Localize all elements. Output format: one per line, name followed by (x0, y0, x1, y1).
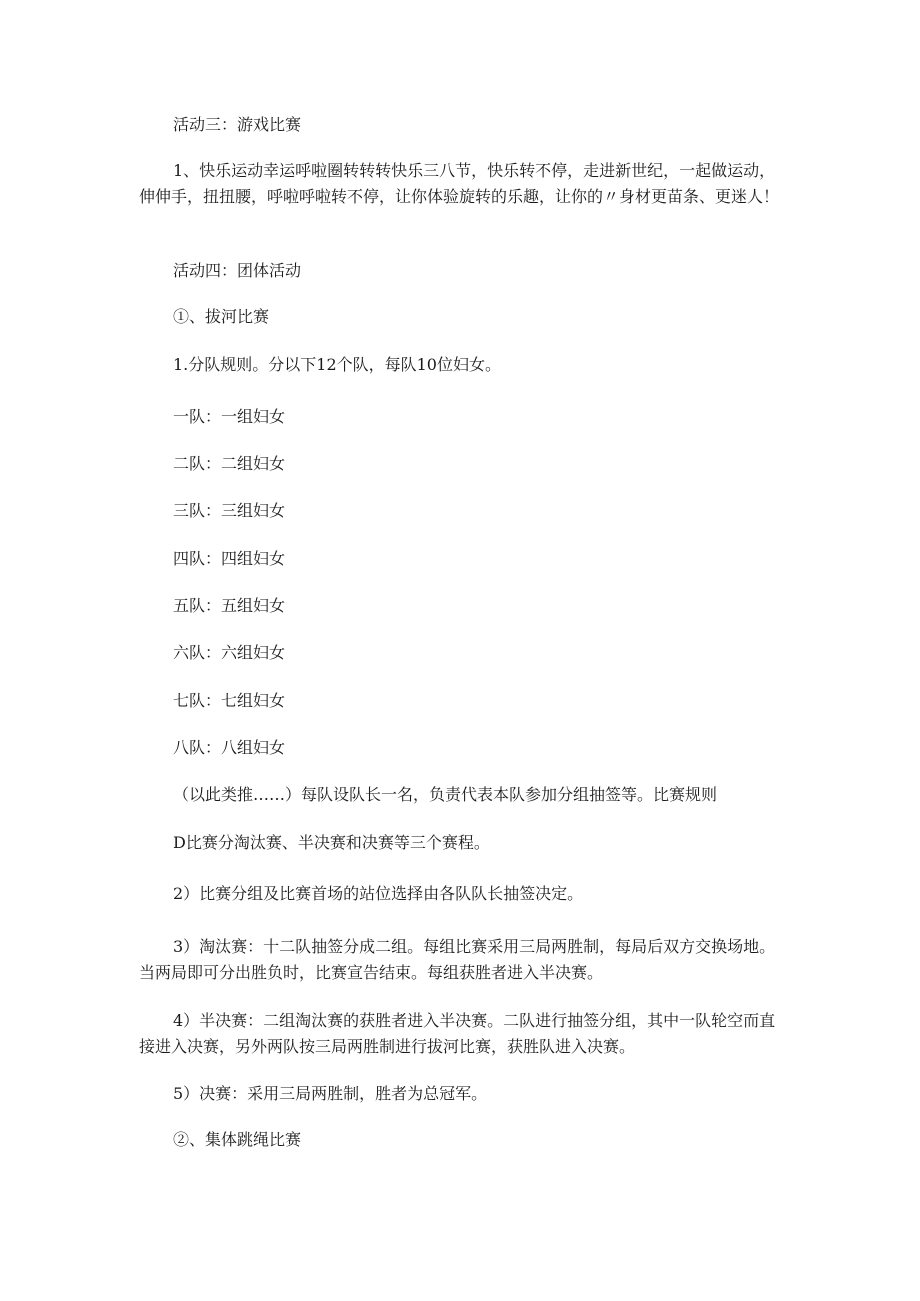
paragraph-rule-2: 2）比赛分组及比赛首场的站位选择由各队队长抽签决定。 (173, 884, 584, 903)
paragraph-hula-hoop: 1、快乐运动幸运呼啦圈转转转快乐三八节，快乐转不停，走进新世纪，一起做运动，伸伸手，扭扭腰，呼啦呼啦转不停，让你体验旋转的乐趣，让你的〃身材更苗条、更迷人！ (139, 161, 780, 206)
paragraph-rule-4: 4）半决赛：二组淘汰赛的获胜者进入半决赛。二队进行抽签分组，其中一队轮空而直接进入决赛，另外两队按三局两胜制进行拔河比赛，获胜队进入决赛。 (139, 1011, 776, 1056)
list-item-team-8: 八队：八组妇女 (173, 738, 286, 757)
list-item-team-7: 七队：七组妇女 (173, 691, 286, 710)
list-item-team-3: 三队：三组妇女 (173, 501, 286, 520)
subheading-jump-rope: ②、集体跳绳比赛 (173, 1130, 302, 1149)
list-item-team-1: 一队：一组妇女 (173, 407, 286, 426)
list-item-team-5: 五队：五组妇女 (173, 596, 286, 615)
heading-activity-four: 活动四：团体活动 (173, 261, 302, 280)
list-item-team-6: 六队：六组妇女 (173, 643, 286, 662)
paragraph-rule-1: D比赛分淘汰赛、半决赛和决赛等三个赛程。 (173, 833, 490, 852)
paragraph-team-rules: 1.分队规则。分以下12个队，每队10位妇女。 (173, 355, 501, 374)
paragraph-rule-5: 5）决赛：采用三局两胜制，胜者为总冠军。 (173, 1084, 488, 1103)
paragraph-rule-3: 3）淘汰赛：十二队抽签分成二组。每组比赛采用三局两胜制，每局后双方交换场地。当两局即可分出胜负时，比赛宣告结束。每组获胜者进入半决赛。 (139, 937, 776, 982)
heading-activity-three: 活动三：游戏比赛 (173, 115, 302, 134)
list-item-team-4: 四队：四组妇女 (173, 549, 286, 568)
subheading-tug-of-war: ①、拔河比赛 (173, 307, 270, 326)
paragraph-captain-rules: （以此类推……）每队设队长一名，负责代表本队参加分组抽签等。比赛规则 (173, 785, 718, 804)
list-item-team-2: 二队：二组妇女 (173, 454, 286, 473)
